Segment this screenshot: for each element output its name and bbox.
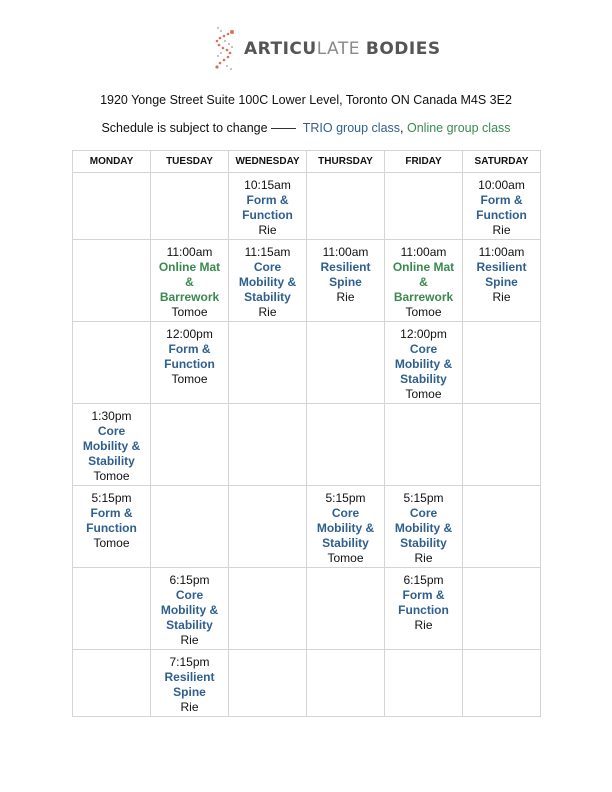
- table-row: [73, 322, 541, 404]
- table-row: [73, 173, 541, 240]
- class-name: Form &: [246, 193, 289, 207]
- empty-cell: [463, 404, 541, 486]
- class-cell: [151, 568, 229, 650]
- class-name: Resilient: [164, 670, 215, 684]
- class-teacher: Rie: [258, 223, 277, 237]
- table-row: [73, 240, 541, 322]
- class-name: Function: [86, 521, 137, 535]
- class-time: 11:15am: [244, 245, 291, 259]
- column-header-tuesday: TUESDAY: [151, 151, 229, 173]
- brand-name: ARTICULATE BODIES: [244, 39, 441, 59]
- class-name: Mobility &: [394, 357, 453, 371]
- class-teacher: Rie: [180, 633, 199, 647]
- empty-cell: [307, 650, 385, 717]
- class-teacher: Tomoe: [327, 551, 364, 565]
- empty-cell: [463, 650, 541, 717]
- class-name: Stability: [166, 618, 213, 632]
- class-teacher: Tomoe: [171, 305, 208, 319]
- class-name: Function: [164, 357, 215, 371]
- empty-cell: [385, 404, 463, 486]
- class-name: &: [419, 275, 428, 289]
- class-name: Form &: [402, 588, 445, 602]
- legend-online: Online group class: [407, 121, 511, 135]
- class-cell: [307, 486, 385, 568]
- class-cell: [463, 240, 541, 322]
- class-teacher: Rie: [492, 290, 511, 304]
- column-header-monday: MONDAY: [73, 151, 151, 173]
- class-name: Barrework: [159, 290, 220, 304]
- class-name: Function: [242, 208, 293, 222]
- dna-helix-icon: [212, 24, 238, 74]
- table-row: [73, 650, 541, 717]
- class-name: Core: [409, 506, 438, 520]
- empty-cell: [229, 486, 307, 568]
- class-name: Online Mat: [392, 260, 455, 274]
- class-time: 5:15pm: [403, 491, 444, 505]
- class-name: Barrework: [393, 290, 454, 304]
- class-name: Mobility &: [238, 275, 297, 289]
- empty-cell: [307, 173, 385, 240]
- class-cell: [385, 240, 463, 322]
- empty-cell: [385, 173, 463, 240]
- class-cell: [73, 486, 151, 568]
- class-name: Stability: [244, 290, 291, 304]
- class-time: 6:15pm: [403, 573, 444, 587]
- class-name: Function: [476, 208, 527, 222]
- class-teacher: Rie: [414, 551, 433, 565]
- empty-cell: [73, 322, 151, 404]
- class-teacher: Rie: [414, 618, 433, 632]
- class-cell: [385, 568, 463, 650]
- empty-cell: [73, 650, 151, 717]
- class-time: 11:00am: [322, 245, 369, 259]
- class-name: &: [185, 275, 194, 289]
- class-cell: [229, 173, 307, 240]
- note-prefix: Schedule is subject to change ——: [101, 121, 297, 135]
- legend-separator: ,: [400, 121, 404, 135]
- class-name: Core: [331, 506, 360, 520]
- class-time: 11:00am: [400, 245, 447, 259]
- class-teacher: Rie: [180, 700, 199, 714]
- class-time: 10:15am: [244, 178, 291, 192]
- class-cell: [385, 486, 463, 568]
- class-name: Stability: [400, 536, 447, 550]
- legend-trio: TRIO group class: [302, 121, 401, 135]
- class-time: 7:15pm: [169, 655, 210, 669]
- column-header-friday: FRIDAY: [385, 151, 463, 173]
- table-row: [73, 404, 541, 486]
- header-row: [73, 151, 541, 173]
- class-name: Online Mat: [158, 260, 221, 274]
- class-time: 5:15pm: [325, 491, 366, 505]
- column-header-saturday: SATURDAY: [463, 151, 541, 173]
- class-cell: [229, 240, 307, 322]
- schedule-body: [73, 173, 541, 717]
- schedule-note: [0, 121, 612, 135]
- class-time: 6:15pm: [169, 573, 210, 587]
- empty-cell: [229, 650, 307, 717]
- column-header-wednesday: WEDNESDAY: [229, 151, 307, 173]
- class-name: Spine: [485, 275, 518, 289]
- class-name: Mobility &: [160, 603, 219, 617]
- class-cell: [307, 240, 385, 322]
- class-teacher: Rie: [258, 305, 277, 319]
- class-teacher: Rie: [492, 223, 511, 237]
- class-name: Function: [398, 603, 449, 617]
- class-cell: [151, 240, 229, 322]
- class-cell: [151, 322, 229, 404]
- empty-cell: [229, 322, 307, 404]
- class-teacher: Tomoe: [405, 305, 442, 319]
- class-name: Core: [97, 424, 126, 438]
- class-name: Core: [253, 260, 282, 274]
- class-name: Stability: [322, 536, 369, 550]
- class-teacher: Rie: [336, 290, 355, 304]
- class-time: 10:00am: [478, 178, 525, 192]
- empty-cell: [73, 240, 151, 322]
- empty-cell: [73, 568, 151, 650]
- empty-cell: [463, 486, 541, 568]
- class-teacher: Tomoe: [93, 469, 130, 483]
- empty-cell: [229, 404, 307, 486]
- table-row: [73, 568, 541, 650]
- class-name: Core: [409, 342, 438, 356]
- class-name: Form &: [168, 342, 211, 356]
- class-teacher: Tomoe: [405, 387, 442, 401]
- empty-cell: [307, 568, 385, 650]
- class-time: 12:00pm: [400, 327, 447, 341]
- empty-cell: [73, 173, 151, 240]
- class-name: Resilient: [476, 260, 527, 274]
- class-name: Form &: [90, 506, 133, 520]
- class-name: Core: [175, 588, 204, 602]
- class-cell: [463, 173, 541, 240]
- empty-cell: [151, 486, 229, 568]
- column-header-thursday: THURSDAY: [307, 151, 385, 173]
- brand-logo: [212, 24, 441, 74]
- class-cell: [151, 650, 229, 717]
- table-row: [73, 486, 541, 568]
- class-name: Spine: [173, 685, 206, 699]
- empty-cell: [385, 650, 463, 717]
- empty-cell: [463, 568, 541, 650]
- empty-cell: [229, 568, 307, 650]
- class-name: Resilient: [320, 260, 371, 274]
- empty-cell: [307, 322, 385, 404]
- empty-cell: [151, 404, 229, 486]
- class-time: 11:00am: [166, 245, 213, 259]
- class-cell: [385, 322, 463, 404]
- empty-cell: [307, 404, 385, 486]
- class-name: Spine: [329, 275, 362, 289]
- class-name: Mobility &: [316, 521, 375, 535]
- class-time: 5:15pm: [91, 491, 132, 505]
- class-name: Form &: [480, 193, 523, 207]
- class-name: Mobility &: [82, 439, 141, 453]
- class-time: 11:00am: [478, 245, 525, 259]
- studio-address: 1920 Yonge Street Suite 100C Lower Level, Toronto ON Canada M4S 3E2: [100, 93, 512, 107]
- class-cell: [73, 404, 151, 486]
- class-name: Stability: [400, 372, 447, 386]
- class-teacher: Tomoe: [93, 536, 130, 550]
- schedule-table: [72, 150, 541, 717]
- empty-cell: [463, 322, 541, 404]
- class-teacher: Tomoe: [171, 372, 208, 386]
- class-time: 1:30pm: [91, 409, 132, 423]
- class-time: 12:00pm: [166, 327, 213, 341]
- class-name: Mobility &: [394, 521, 453, 535]
- class-name: Stability: [88, 454, 135, 468]
- empty-cell: [151, 173, 229, 240]
